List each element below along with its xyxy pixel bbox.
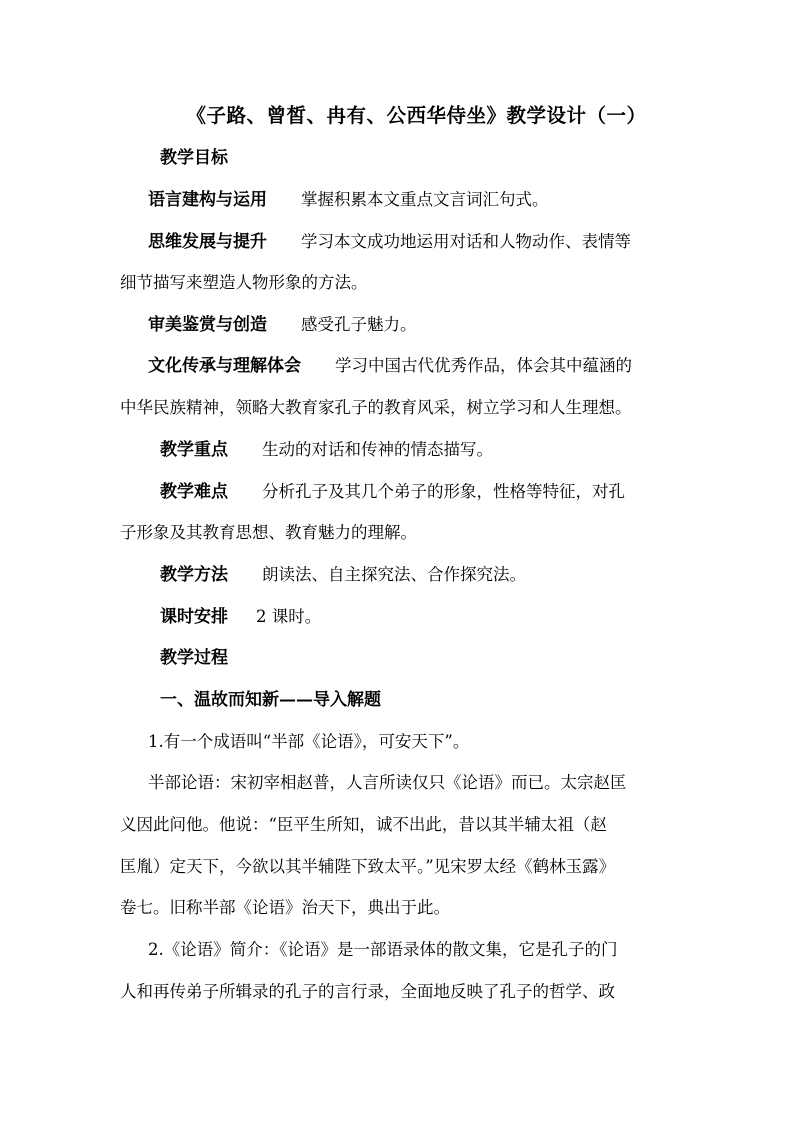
goal-thinking-label: 思维发展与提升 [148,232,267,252]
goal-aesthetic-text: 感受孔子魅力。 [301,315,417,334]
difficulty-text: 分析孔子及其几个弟子的形象，性格等特征，对孔 [262,482,625,501]
difficulty-continued: 子形象及其教育思想、教育魅力的理解。 [120,523,417,542]
process-heading: 教学过程 [160,648,228,668]
goals-heading: 教学目标 [160,148,228,168]
goal-culture-continued: 中华民族精神，领略大教育家孔子的教育风采，树立学习和人生理想。 [120,398,632,417]
paragraph-2-line-1: 半部论语：宋初宰相赵普，人言所读仅只《论语》而已。太宗赵匡 [148,773,627,792]
document-title: 《子路、曾皙、冉有、公西华侍坐》教学设计（一） [186,104,647,127]
method-label: 教学方法 [160,565,228,585]
goal-culture-label: 文化传承与理解体会 [148,356,301,376]
goal-language-label: 语言建构与运用 [148,190,267,210]
section1-heading: 一、温故而知新——导入解题 [160,690,381,710]
paragraph-3-line-2: 人和再传弟子所辑录的孔子的言行录，全面地反映了孔子的哲学、政 [120,982,615,1001]
goal-culture-text: 学习中国古代优秀作品，体会其中蕴涵的 [335,356,632,375]
key-point [160,439,793,461]
paragraph-2-line-4: 卷七。旧称半部《论语》治天下，典出于此。 [120,898,450,917]
goal-aesthetic-label: 审美鉴赏与创造 [148,315,267,335]
paragraph-1: 1.有一个成语叫“半部《论语》，可安天下”。 [148,732,470,751]
goal-culture [148,355,793,377]
goal-thinking-text: 学习本文成功地运用对话和人物动作、表情等 [301,232,631,251]
method-text: 朗读法、自主探究法、合作探究法。 [262,565,526,584]
goal-thinking-continued: 细节描写来塑造人物形象的方法。 [120,273,368,292]
goal-language-text: 掌握积累本文重点文言词汇句式。 [301,190,549,209]
paragraph-3-line-1: 2.《论语》简介：《论语》是一部语录体的散文集，它是孔子的门 [148,940,618,959]
paragraph-2-line-3: 匡胤）定天下，今欲以其半辅陛下致太平。”见宋罗太经《鹤林玉露》 [120,857,616,876]
goal-language [148,189,793,211]
goal-thinking [148,231,793,253]
schedule [160,606,793,628]
method [160,564,793,586]
goal-aesthetic [148,314,793,336]
key-point-text: 生动的对话和传神的情态描写。 [262,440,493,459]
difficulty [160,481,793,503]
key-point-label: 教学重点 [160,440,228,460]
paragraph-2-line-2: 义因此问他。他说：“臣平生所知，诚不出此，昔以其半辅太祖（赵 [120,815,607,834]
schedule-text: 2 课时。 [256,607,322,626]
schedule-label: 课时安排 [160,607,228,627]
difficulty-label: 教学难点 [160,482,228,502]
